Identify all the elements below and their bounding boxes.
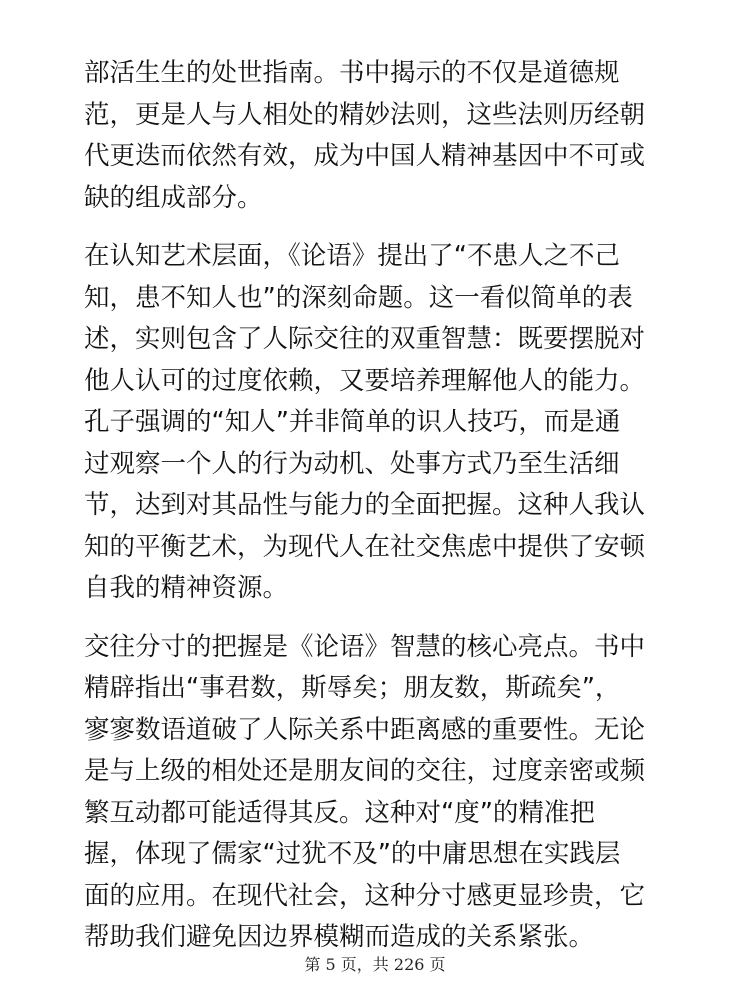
text-line: 节，达到对其品性与能力的全面把握。这种人我认: [84, 490, 646, 520]
text-line: 孔子强调的“知人”并非简单的识人技巧，而是通: [84, 407, 621, 437]
text-line: 寥寥数语道破了人际关系中距离感的重要性。无论: [84, 714, 646, 745]
text-line: 在认知艺术层面，《论语》提出了“不患人之不己: [84, 241, 620, 271]
text-line: 代更迭而依然有效，成为中国人精神基因中不可或: [84, 141, 646, 171]
body-text: [84, 53, 672, 976]
text-line: 部活生生的处世指南。书中揭示的不仅是道德规: [84, 58, 620, 88]
text-line: 范，更是人与人相处的精妙法则，这些法则历经朝: [84, 99, 646, 130]
text-line: 交往分寸的把握是《论语》智慧的核心亮点。书中: [84, 631, 646, 662]
text-line: 面的应用。在现代社会，这种分寸感更显珍贵，它: [84, 880, 646, 911]
text-line: 繁互动都可能适得其反。这种对“度”的精准把: [84, 797, 595, 828]
text-line: 缺的组成部分。: [84, 182, 263, 213]
paragraph-3: [84, 627, 672, 959]
text-line: 他人认可的过度依赖，又要培养理解他人的能力。: [84, 365, 646, 396]
text-line: 帮助我们避免因边界模糊而造成的关系紧张。: [84, 922, 595, 952]
text-line: 握，体现了儒家“过犹不及”的中庸思想在实践层: [84, 839, 621, 869]
text-line: 述，实则包含了人际交往的双重智慧：既要摆脱对: [84, 324, 646, 354]
text-line: 知，患不知人也”的深刻命题。这一看似简单的表: [84, 282, 633, 313]
paragraph-2: [84, 236, 672, 610]
page-number-footer: 第 5 页，共 226 页: [304, 955, 446, 974]
text-line: 知的平衡艺术，为现代人在社交焦虑中提供了安顿: [84, 531, 646, 562]
text-line: 自我的精神资源。: [84, 573, 289, 603]
paragraph-1: [84, 53, 672, 219]
text-line: 是与上级的相处还是朋友间的交往，过度亲密或频: [84, 756, 646, 786]
text-line: 过观察一个人的行为动机、处事方式乃至生活细: [84, 448, 620, 479]
text-line: 精辟指出“事君数，斯辱矣；朋友数，斯疏矣”，: [84, 673, 621, 703]
